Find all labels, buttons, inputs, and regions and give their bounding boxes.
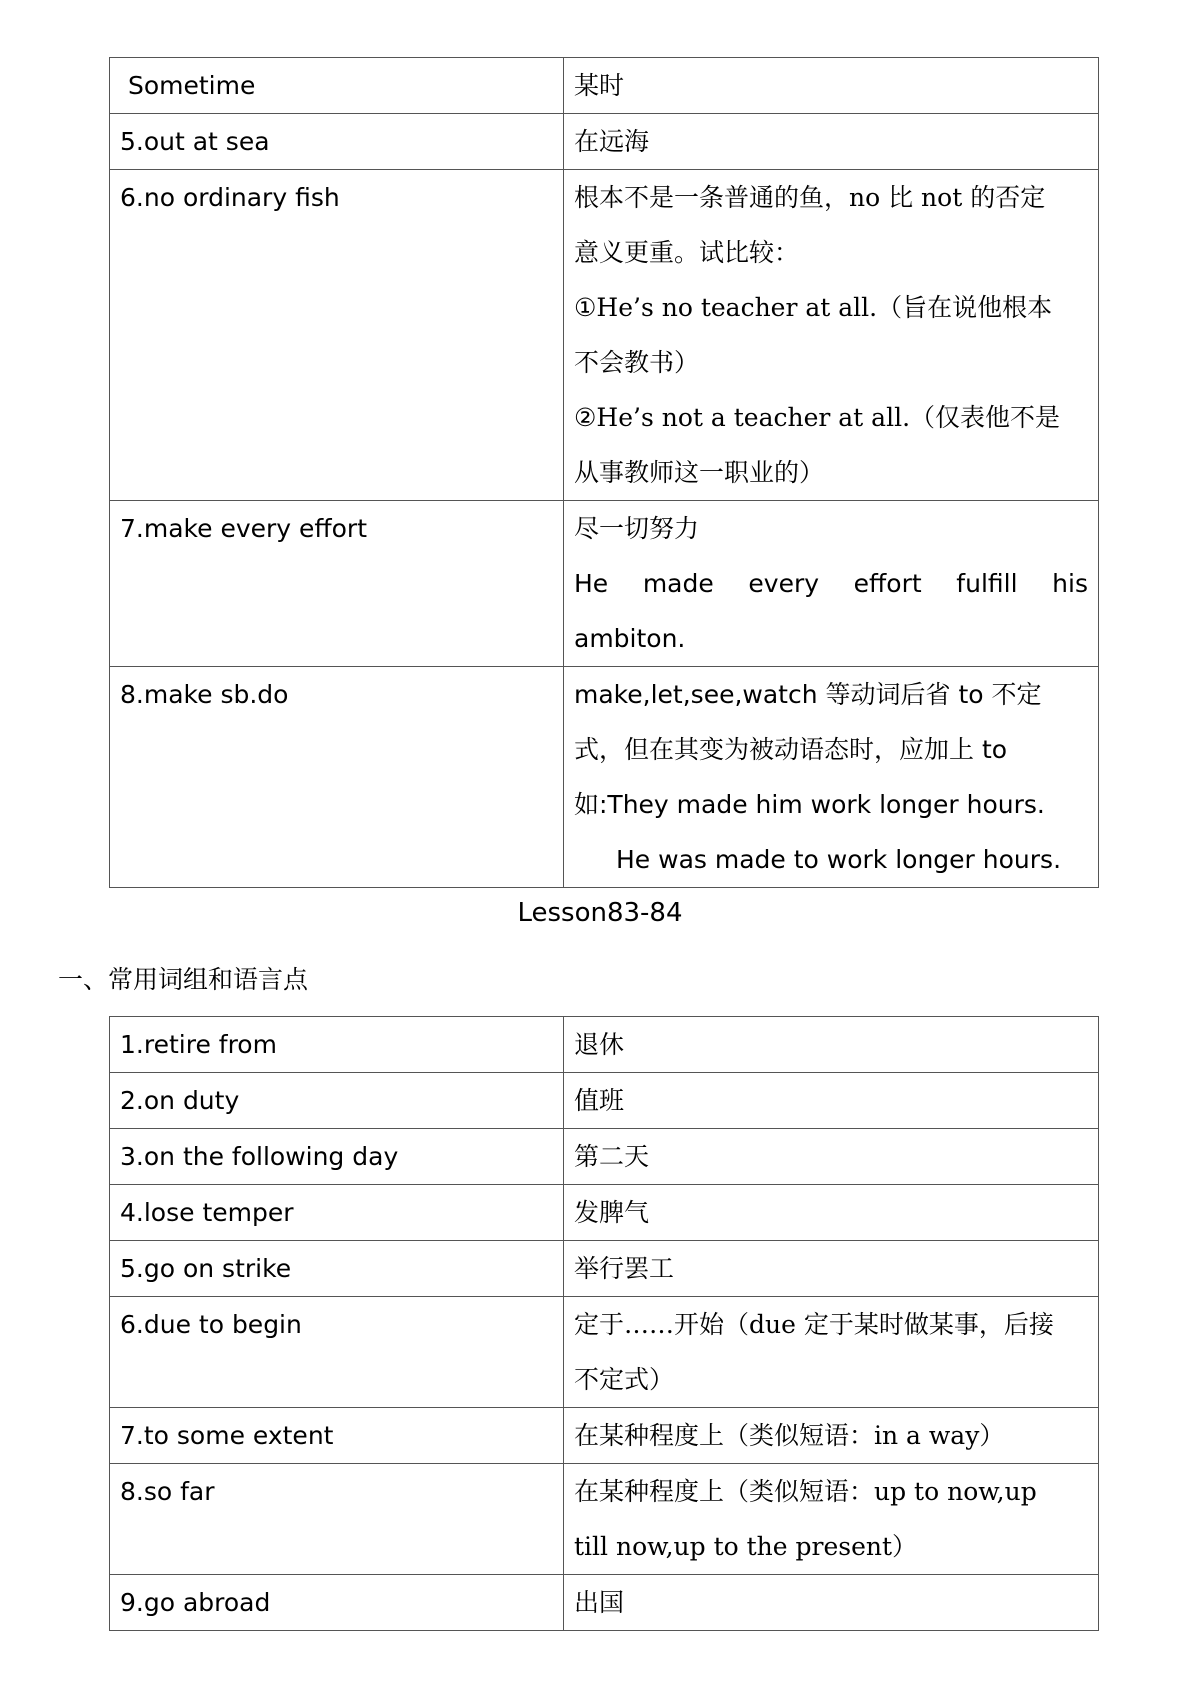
meaning-cell: 第二天 xyxy=(564,1129,1099,1185)
term-cell: 2.on duty xyxy=(110,1073,564,1129)
table-row xyxy=(110,170,1099,501)
meaning-cell: 举行罢工 xyxy=(564,1241,1099,1297)
meaning-cell: 尽一切努力 He made every effort fulfill his ambiton. xyxy=(564,501,1099,667)
table-row xyxy=(110,1241,1099,1297)
table-row xyxy=(110,114,1099,170)
meaning-cell: 在某种程度上（类似短语：up to now,up till now,up to the present） xyxy=(564,1464,1099,1575)
table-row xyxy=(110,58,1099,114)
meaning-cell: 某时 xyxy=(564,58,1099,114)
lesson-title: Lesson83-84 xyxy=(517,898,683,928)
term-cell: 6.due to begin xyxy=(110,1297,564,1408)
term-cell: 8.make sb.do xyxy=(110,667,564,888)
meaning-cell: 在远海 xyxy=(564,114,1099,170)
table-row xyxy=(110,667,1099,888)
term-cell: Sometime xyxy=(110,58,564,114)
table-row xyxy=(110,1185,1099,1241)
term-cell: 7.make every effort xyxy=(110,501,564,667)
term-cell: 6.no ordinary fish xyxy=(110,170,564,501)
table-row xyxy=(110,1073,1099,1129)
meaning-cell: make,let,see,watch 等动词后省 to 不定 式，但在其变为被动语态时，应加上 to 如:They made him work longer hours. He was made to work longer hours. xyxy=(564,667,1099,888)
term-cell: 5.out at sea xyxy=(110,114,564,170)
term-cell: 4.lose temper xyxy=(110,1185,564,1241)
meaning-cell: 值班 xyxy=(564,1073,1099,1129)
meaning-cell: 出国 xyxy=(564,1575,1099,1631)
term-cell: 3.on the following day xyxy=(110,1129,564,1185)
term-cell: 5.go on strike xyxy=(110,1241,564,1297)
vocab-table-1 xyxy=(109,57,1099,888)
table-row xyxy=(110,1575,1099,1631)
term-cell: 9.go abroad xyxy=(110,1575,564,1631)
table-row xyxy=(110,1297,1099,1408)
vocab-table-2 xyxy=(109,1016,1099,1631)
table-row xyxy=(110,1408,1099,1464)
table-row xyxy=(110,501,1099,667)
term-cell: 8.so far xyxy=(110,1464,564,1575)
meaning-cell: 退休 xyxy=(564,1017,1099,1073)
meaning-cell: 根本不是一条普通的鱼，no 比 not 的否定 意义更重。试比较： ①He’s no teacher at all.（旨在说他根本 不会教书） ②He’s not a teacher at all.（仅表他不是 从事教师这一职业的） xyxy=(564,170,1099,501)
meaning-cell: 定于……开始（due 定于某时做某事，后接 不定式） xyxy=(564,1297,1099,1408)
term-cell: 7.to some extent xyxy=(110,1408,564,1464)
table-row xyxy=(110,1464,1099,1575)
table-row xyxy=(110,1017,1099,1073)
table-row xyxy=(110,1129,1099,1185)
section-title: 一、常用词组和语言点 xyxy=(58,965,309,994)
meaning-cell: 在某种程度上（类似短语：in a way） xyxy=(564,1408,1099,1464)
meaning-cell: 发脾气 xyxy=(564,1185,1099,1241)
term-cell: 1.retire from xyxy=(110,1017,564,1073)
